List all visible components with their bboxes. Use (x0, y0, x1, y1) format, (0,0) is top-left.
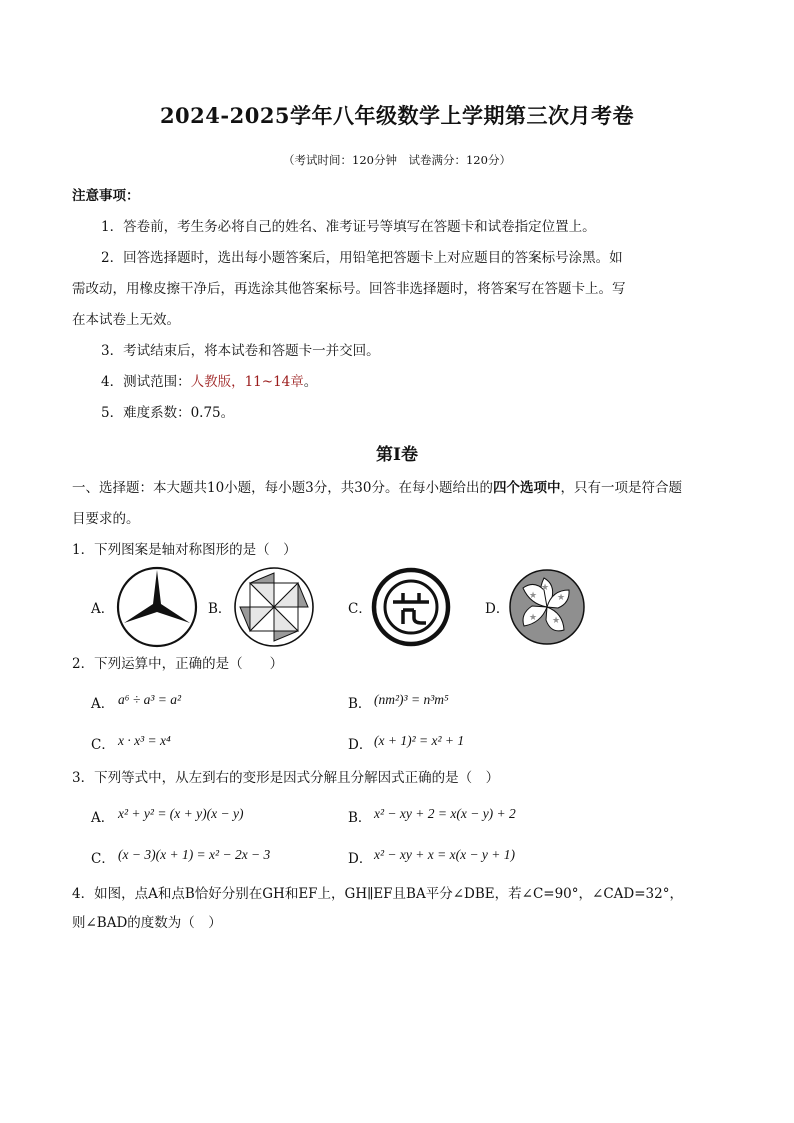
part1-intro-line-2: 目要求的。 (72, 511, 140, 527)
notice-item-1: 1．答卷前，考生务必将自己的姓名、准考证号等填写在答题卡和试卷指定位置上。 (101, 219, 596, 235)
q3-label-a: A． (91, 810, 115, 826)
q1-label-c: C． (348, 601, 372, 617)
q3-label-b: B． (348, 810, 372, 826)
q2-label-a: A． (91, 696, 115, 712)
q3-option-b: x² − xy + 2 = x(x − y) + 2 (374, 806, 516, 821)
q3-option-a: x² + y² = (x + y)(x − y) (118, 806, 244, 821)
q1-label-d: D． (485, 601, 510, 617)
q2-label-d: D． (348, 737, 373, 753)
notice-item-4-suffix: 。 (303, 374, 318, 390)
notice-item-2-line-3: 在本试卷上无效。 (72, 312, 180, 328)
q1-figure-c (370, 566, 452, 648)
q3-stem: 3．下列等式中，从左到右的变形是因式分解且分解因式正确的是（ ） (72, 770, 500, 786)
q1-figure-a (116, 566, 198, 648)
notice-item-2-line-1: 2．回答选择题时，选出每小题答案后，用铅笔把答题卡上对应题目的答案标号涂黑。如 (101, 250, 623, 266)
notice-item-3: 3．考试结束后，将本试卷和答题卡一并交回。 (101, 343, 380, 359)
q4-stem-line-2: 则∠BAD的度数为（ ） (72, 915, 222, 931)
page-title: 2024-2025学年八年级数学上学期第三次月考卷 (159, 103, 635, 128)
svg-text:★: ★ (552, 616, 561, 626)
svg-text:★: ★ (557, 593, 566, 603)
q2-option-c: x · x³ = x⁴ (118, 733, 171, 748)
section-title: 第Ⅰ卷 (376, 445, 418, 465)
q2-stem: 2．下列运算中，正确的是（ ） (72, 656, 284, 672)
q2-label-b: B． (348, 696, 372, 712)
part1-intro-line-1 (72, 478, 682, 498)
svg-text:★: ★ (529, 613, 538, 623)
q1-figure-b (233, 566, 315, 648)
q2-option-a: a⁶ ÷ a³ = a² (118, 692, 182, 707)
q3-label-d: D． (348, 851, 373, 867)
part1-intro-c: ，只有一项是符合题 (560, 480, 682, 496)
test-scope: 人教版，11~14章 (190, 374, 304, 390)
notice-item-4 (101, 372, 317, 392)
q3-label-c: C． (91, 851, 115, 867)
q2-option-b: (nm²)³ = n³m⁵ (374, 692, 449, 707)
notice-item-5: 5．难度系数：0.75。 (101, 405, 235, 421)
notice-item-2-line-2: 需改动，用橡皮擦干净后，再选涂其他答案标号。回答非选择题时，将答案写在答题卡上。写 (72, 281, 626, 297)
q1-figure-d (508, 568, 586, 646)
part1-intro-a: 一、选择题：本大题共10小题，每小题3分，共30分。在每小题给出的 (72, 480, 493, 496)
q3-option-c: (x − 3)(x + 1) = x² − 2x − 3 (118, 847, 271, 862)
svg-text:★: ★ (529, 591, 538, 601)
svg-text:★: ★ (541, 583, 550, 593)
exam-info: （考试时间：120分钟 试卷满分：120分） (283, 153, 511, 167)
q3-option-d: x² − xy + x = x(x − y + 1) (374, 847, 516, 862)
part1-intro-emphasis: 四个选项中 (492, 480, 561, 496)
q2-label-c: C． (91, 737, 115, 753)
q1-label-a: A． (91, 601, 115, 617)
notice-item-4-prefix: 4．测试范围： (101, 374, 191, 390)
q4-stem-line-1: 4．如图，点A和点B恰好分别在GH和EF上，GH∥EF且BA平分∠DBE，若∠C=90°，∠CAD=32°， (72, 886, 683, 902)
notice-heading: 注意事项： (72, 188, 140, 204)
q1-label-b: B． (208, 601, 232, 617)
q1-stem: 1．下列图案是轴对称图形的是（ ） (72, 542, 297, 558)
q2-option-d: (x + 1)² = x² + 1 (374, 733, 465, 748)
